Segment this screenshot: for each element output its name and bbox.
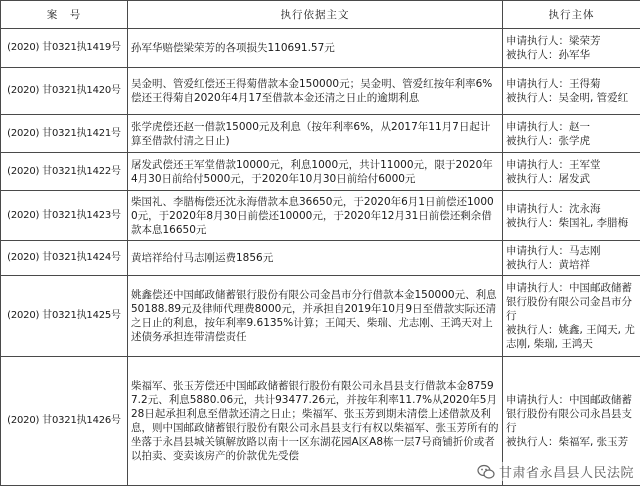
respondent: 被执行人：屠发武 bbox=[506, 172, 637, 186]
judgment-content: 张学虎偿还赵一借款15000元及利息（按年利率6%，从2017年11月7日起计算至借款付清之日止) bbox=[128, 115, 503, 153]
court-watermark bbox=[477, 462, 634, 481]
applicant: 申请执行人：马志刚 bbox=[506, 244, 637, 258]
case-number: (2020) 甘0321执1425号 bbox=[1, 276, 128, 357]
execution-subject bbox=[503, 68, 640, 115]
case-number: (2020) 甘0321执1426号 bbox=[1, 357, 128, 486]
applicant: 申请执行人：王军堂 bbox=[506, 158, 637, 172]
applicant: 申请执行人：沈永海 bbox=[506, 202, 637, 216]
wechat-icon bbox=[477, 464, 495, 480]
table-row bbox=[1, 241, 640, 276]
table-header-row bbox=[1, 1, 640, 29]
judgment-content: 屠发武偿还王军堂借款10000元，利息1000元，共计11000元，限于2020年4月30日前给付5000元，于2020年10月30日前给付6000元 bbox=[128, 153, 503, 191]
judgment-content: 黄培祥给付马志刚运费1856元 bbox=[128, 241, 503, 276]
respondent: 被执行人：柴国礼, 李腊梅 bbox=[506, 216, 637, 230]
table-row bbox=[1, 115, 640, 153]
applicant: 申请执行人：中国邮政储蓄银行股份有限公司金昌市分行 bbox=[506, 281, 637, 323]
applicant: 申请执行人：中国邮政储蓄银行股份有限公司永昌县支行 bbox=[506, 393, 637, 435]
header-subject: 执行主体 bbox=[503, 1, 640, 29]
judgment-content: 柴国礼、李腊梅偿还沈永海借款本息36650元，于2020年6月1日前偿还10000元，于2020年8月30日前偿还10000元，于2020年12月31日前偿还剩余借款本息16650元 bbox=[128, 191, 503, 241]
respondent: 被执行人：孙军华 bbox=[506, 48, 637, 62]
respondent: 被执行人：柴福军, 张玉芳 bbox=[506, 435, 637, 449]
table-row bbox=[1, 153, 640, 191]
case-number: (2020) 甘0321执1423号 bbox=[1, 191, 128, 241]
applicant: 申请执行人：王得菊 bbox=[506, 77, 637, 91]
applicant: 申请执行人：赵一 bbox=[506, 120, 637, 134]
case-number: (2020) 甘0321执1424号 bbox=[1, 241, 128, 276]
respondent: 被执行人：张学虎 bbox=[506, 134, 637, 148]
header-case: 案 号 bbox=[1, 1, 128, 29]
case-number: (2020) 甘0321执1422号 bbox=[1, 153, 128, 191]
judgment-content: 孙军华赔偿梁荣芳的各项损失110691.57元 bbox=[128, 29, 503, 68]
judgment-content: 柴福军、张玉芳偿还中国邮政储蓄银行股份有限公司永昌县支行借款本金87597.2元、利息5880.06元，共计93477.26元，并按年利率11.7%从2020年5月28日起承担利息至借款还清之日止；柴福军、张玉芳到期未清偿上述借款及利息，则中国邮政储蓄银行股份有限公司永昌县支行有权以柴福军、张玉芳所有的坐落于永昌县城关镇解放路以南十一区东湖花园A区A8栋一层7号商铺折价或者以拍卖、变卖该房产的价款优先受偿 bbox=[128, 357, 503, 486]
watermark-text: 甘肃省永昌县人民法院 bbox=[499, 462, 634, 481]
judgment-content: 吴金明、管爱红偿还王得菊借款本金150000元；吴金明、管爱红按年利率6%偿还王得菊自2020年4月17至借款本金还清之日止的逾期利息 bbox=[128, 68, 503, 115]
execution-subject bbox=[503, 115, 640, 153]
judgment-content: 姚鑫偿还中国邮政储蓄银行股份有限公司金昌市分行借款本金150000元、利息50188.89元及律师代理费8000元，并承担自2019年10月9日至借款实际还清之日止的利息，按年利率9.6135%计算；王闻天、柴瑞、尤志刚、王鸿天对上述债务承担连带清偿责任 bbox=[128, 276, 503, 357]
case-number: (2020) 甘0321执1421号 bbox=[1, 115, 128, 153]
table-row bbox=[1, 29, 640, 68]
case-number: (2020) 甘0321执1419号 bbox=[1, 29, 128, 68]
execution-subject bbox=[503, 191, 640, 241]
table-row bbox=[1, 191, 640, 241]
table-row bbox=[1, 276, 640, 357]
execution-subject bbox=[503, 29, 640, 68]
header-content: 执行依据主文 bbox=[128, 1, 503, 29]
respondent: 被执行人：姚鑫, 王闻天, 尤志刚, 柴瑞, 王鸿天 bbox=[506, 323, 637, 351]
execution-subject bbox=[503, 276, 640, 357]
applicant: 申请执行人：梁荣芳 bbox=[506, 34, 637, 48]
respondent: 被执行人：吴金明, 管爱红 bbox=[506, 91, 637, 105]
table-row bbox=[1, 68, 640, 115]
case-number: (2020) 甘0321执1420号 bbox=[1, 68, 128, 115]
execution-subject bbox=[503, 153, 640, 191]
respondent: 被执行人：黄培祥 bbox=[506, 258, 637, 272]
execution-subject bbox=[503, 241, 640, 276]
